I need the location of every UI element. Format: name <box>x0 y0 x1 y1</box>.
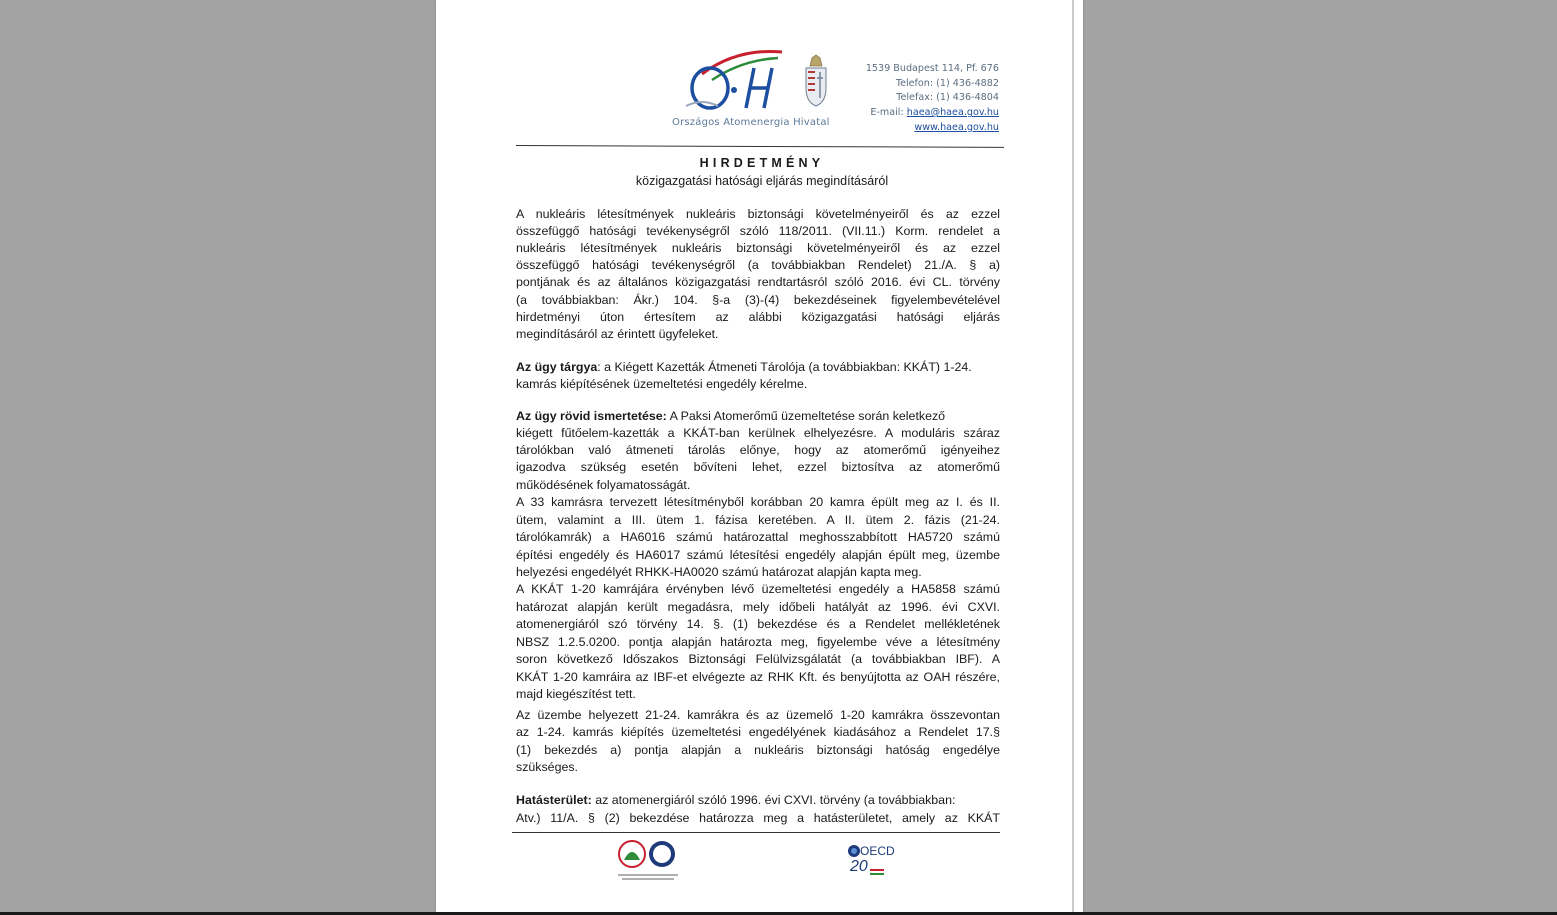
subject-label: Az ügy tárgya <box>516 360 598 374</box>
email-row <box>844 106 999 121</box>
permit-line: A KKÁT 1-20 kamrájára érvényben lévő üzemeltetési engedély a HA5858 számú <box>516 582 1000 596</box>
combined-line: az 1-24. kamrás kiépítés üzemeltetési engedélyének kiadásához a Rendelet 17.§ <box>516 725 1000 739</box>
address: 1539 Budapest 114, Pf. 676 <box>865 63 999 74</box>
summary-line: igazodva szükség esetén bővíteni lehet, ezzel biztosítva az atomerőmű <box>516 460 1000 474</box>
contact-block <box>844 62 999 136</box>
document-subtitle: közigazgatási hatósági eljárás megindításáról <box>635 174 889 188</box>
oah-logo <box>682 46 788 112</box>
footer-divider <box>512 832 1000 833</box>
oecd-label: OECD <box>860 844 895 858</box>
area-line: Hatásterület: az atomenergiáról szóló 1996. évi CXVI. törvény (a továbbiakban: <box>516 793 956 807</box>
intro-line: összefüggő hatósági tevékenységről szóló 118/2011. (VII.11.) Korm. rendelet a <box>516 224 1000 238</box>
header-divider <box>516 145 1004 148</box>
document-page <box>436 0 1083 912</box>
combined-line: Az üzembe helyezett 21-24. kamrákra és az üzemelő 1-20 kamrákra összevontan <box>516 708 1000 722</box>
intro-line: pontjának és az általános közigazgatási rendtartásról szóló 2016. évi CL. törvény <box>516 275 1000 289</box>
phone: Telefon: (1) 436-4882 <box>895 77 999 89</box>
combined-line: szükséges. <box>516 760 578 774</box>
document-title: HIRDETMÉNY <box>699 156 825 170</box>
hungarian-crest-icon <box>803 54 829 108</box>
intro-line: hirdetményi úton értesítem az alábbi közigazgatási hatósági eljárás <box>516 310 1000 324</box>
history-line: A 33 kamrásra tervezett létesítményből korábban 20 kamra épült meg az I. és II. <box>516 495 1000 509</box>
page-edge-shadow <box>1072 0 1074 912</box>
permit-line: majd kiegészítést tett. <box>516 687 636 701</box>
permit-line: soron következő Időszakos Biztonsági Felülvizsgálatát (a továbbiakban IBF). A <box>516 652 1000 666</box>
website-link[interactable]: www.haea.gov.hu <box>914 121 999 133</box>
history-line: építési engedély és HA6017 számú létesítési engedély alapján épült meg, üzembe <box>516 548 1000 562</box>
permit-line: NBSZ 1.2.5.0200. pontja alapján határozta meg, figyelembe véve a létesítmény <box>516 635 1000 649</box>
area-line: Atv.) 11/A. § (2) bekezdése határozza meg a hatásterületet, amely az KKÁT <box>516 811 1000 825</box>
history-line: ütem, valamint a III. ütem 1. fázisa keretében. A II. ütem 2. fázis (21-24. <box>516 513 1000 527</box>
intro-line: A nukleáris létesítmények nukleáris biztonsági követelményeiről és az ezzel <box>516 207 1000 221</box>
fax: Telefax: (1) 436-4804 <box>896 92 999 104</box>
area-label: Hatásterület: <box>516 793 592 807</box>
summary-line: Az ügy rövid ismertetése: A Paksi Atomerőmű üzemeltetése során keletkező <box>516 409 946 423</box>
permit-line: határozat alapján került megadásra, mely időbeli hatályát az 1996. évi CXVI. <box>516 600 1000 614</box>
intro-line: összefüggő hatósági tevékenységről (a továbbiakban Rendelet) 21./A. § a) <box>516 258 1000 272</box>
combined-line: (1) bekezdés a) pontja alapján a nukleáris biztonsági hatóság engedélye <box>516 743 1000 757</box>
subject-line: kamrás kiépítésének üzemeltetési engedély kérelme. <box>516 377 808 391</box>
summary-line: működésének folyamatosságát. <box>516 478 691 492</box>
intro-line: megindításáról az érintett ügyfeleket. <box>516 327 719 341</box>
organization-name: Országos Atomenergia Hivatal <box>672 117 830 128</box>
intro-line: (a továbbiakban: Ákr.) 104. §-a (3)-(4) bekezdéseinek figyelembevételével <box>516 293 1000 307</box>
summary-line: kiégett fűtőelem-kazetták a KKÁT-ban kerülnek elhelyezésre. A moduláris száraz <box>516 426 1000 440</box>
email-label: E-mail: <box>870 107 907 119</box>
summary-label: Az ügy rövid ismertetése: <box>516 409 667 423</box>
permit-line: KKÁT 1-20 kamráira az IBF-et elvégezte az RHK Kft. és benyújtotta az OAH részére, <box>516 670 1000 684</box>
email-link[interactable]: haea@haea.gov.hu <box>906 107 999 119</box>
subject-line: Az ügy tárgya: a Kiégett Kazetták Átmeneti Tárolója (a továbbiakban: KKÁT) 1-24. <box>516 360 972 374</box>
history-line: tárolókamrák) a HA6016 számú határozattal meghosszabbított HA5720 számú <box>516 530 1000 544</box>
certification-logos <box>616 838 680 882</box>
summary-line: tárolókban való átmeneti tárolás előnye, hogy az atomerőmű igényeihez <box>516 443 1000 457</box>
history-line: helyezési engedélyét RHKK-HA0020 számú határozat alapján kapta meg. <box>516 565 922 579</box>
oecd-20-label: 20 <box>850 858 868 875</box>
intro-line: nukleáris létesítmények nukleáris biztonsági követelményeiről és az ezzel <box>516 241 1000 255</box>
permit-line: atomenergiáról szó törvény 14. §. (1) bekezdése és a Rendelet mellékletének <box>516 617 1000 631</box>
